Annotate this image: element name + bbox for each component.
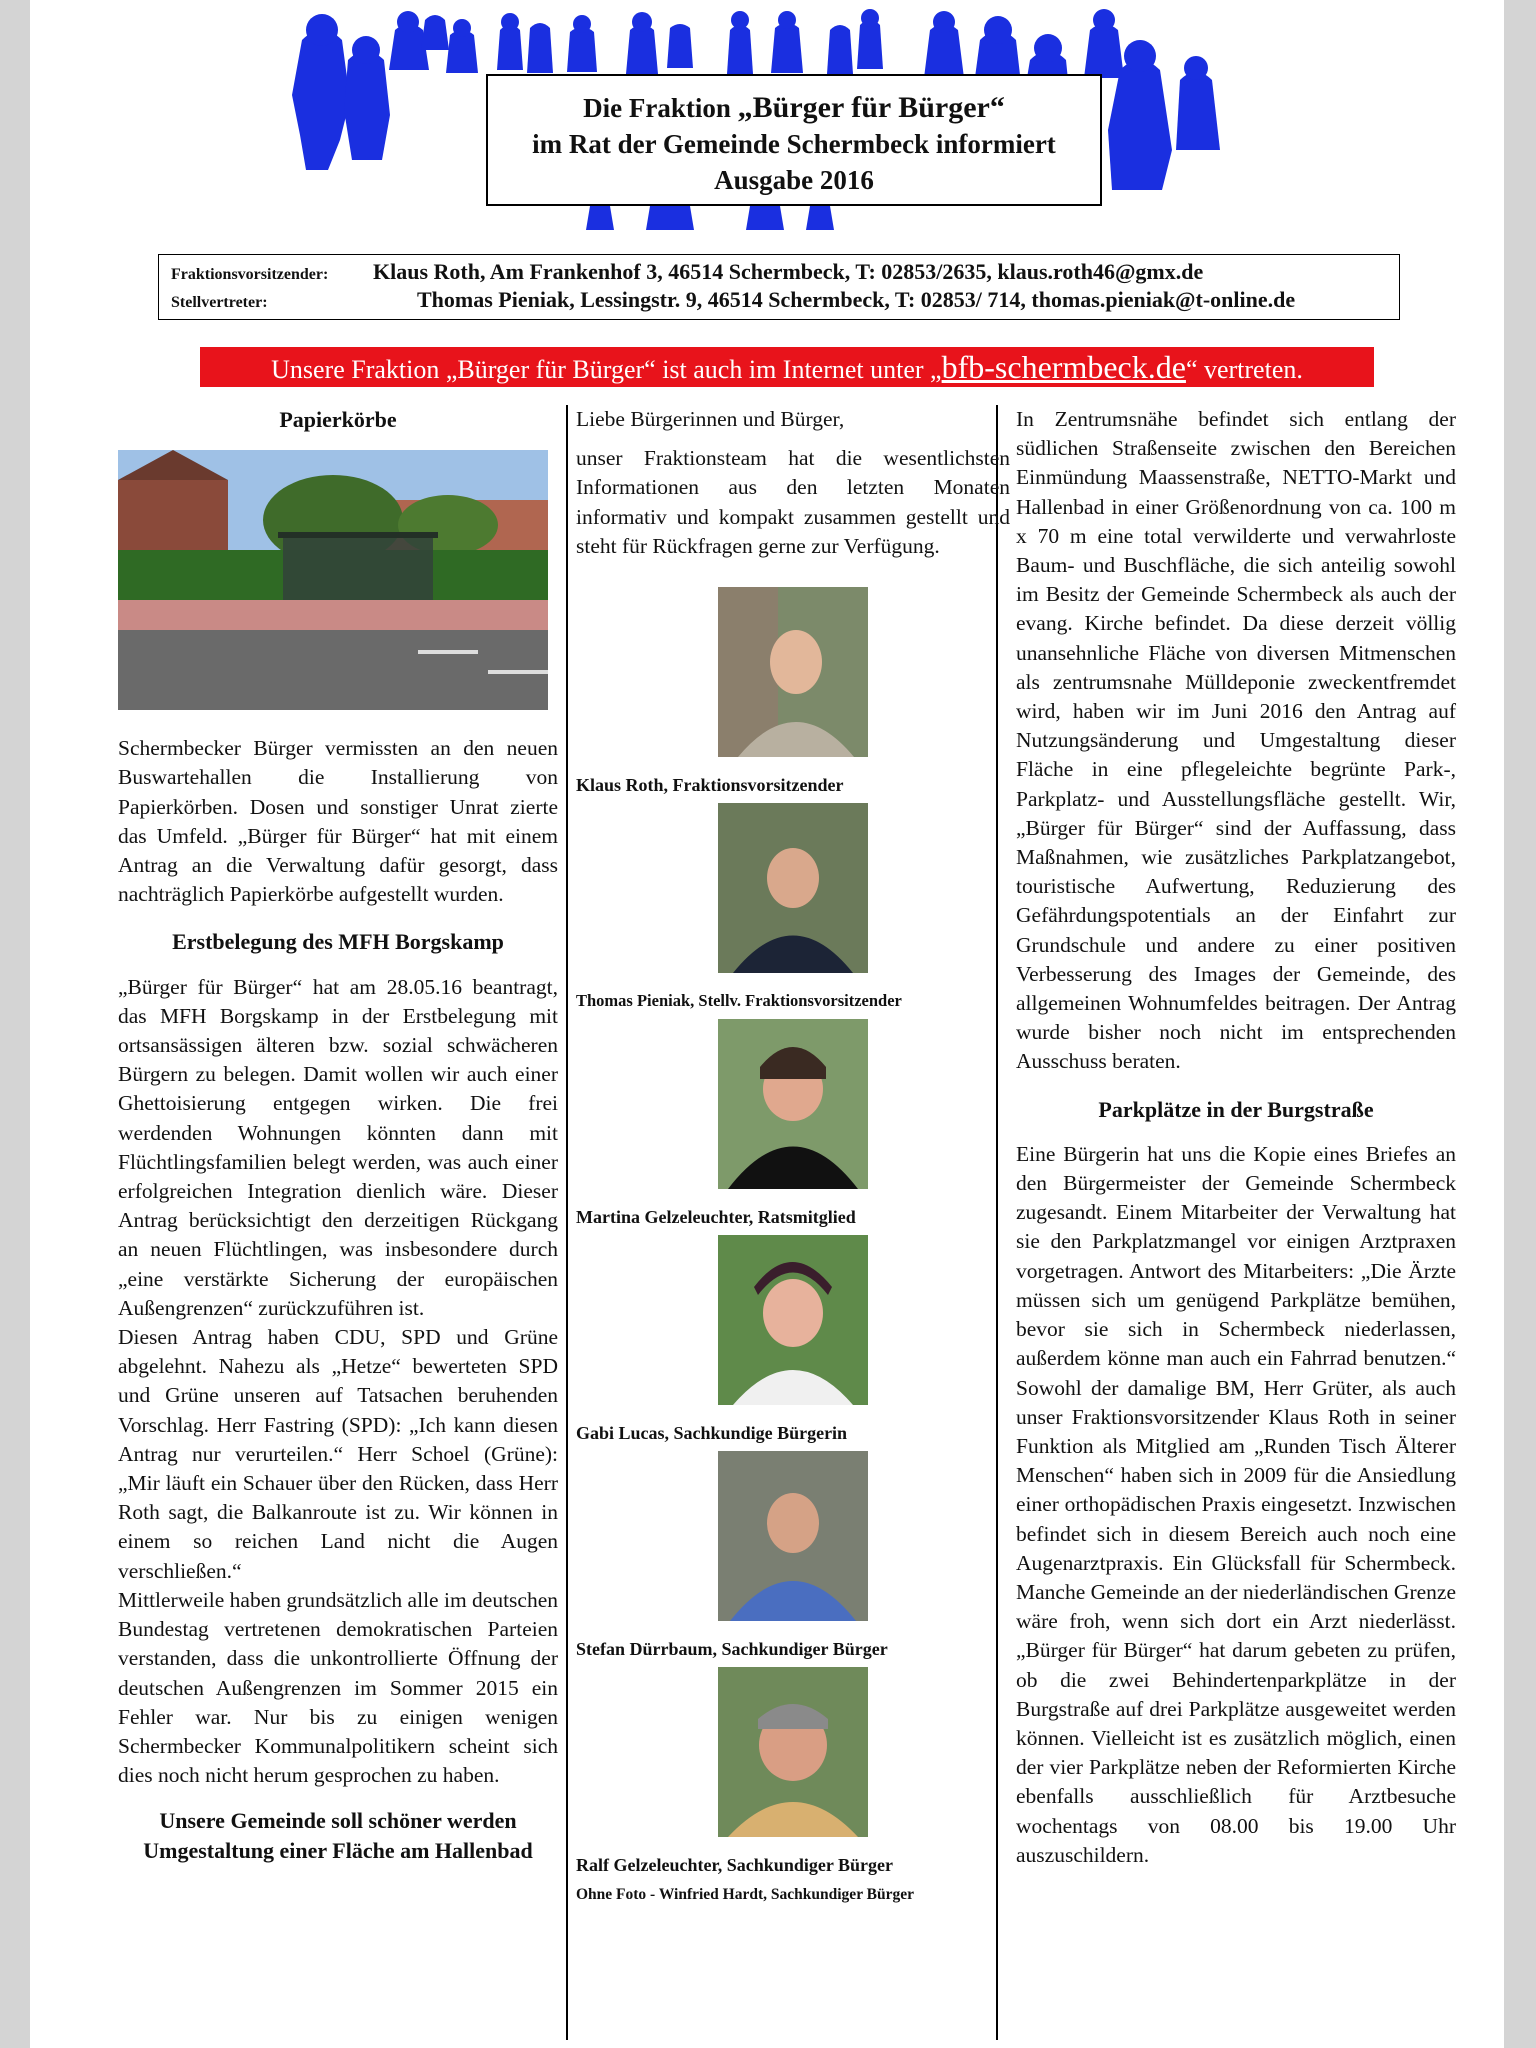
heading-borgskamp: Erstbelegung des MFH Borgskamp (172, 929, 504, 955)
text-burgstrasse: Eine Bürgerin hat uns die Kopie eines Briefes an den Bürgermeister der Gemeinde Schermbeck zugesandt. Einem Mitarbeiter der Verwaltung hat sie den Parkplatzmangel vor einigen Arztpraxen vorgetragen. Antwort des Mitarbeiters: „Die Ärzte müssen sich um genügend Parkplätze bemühen, bevor sie sich in Schermbeck niederlassen, außerdem könne man auch ein Fahrrad benutzen.“ Sowohl der damalige BM, Herr Grüter, als auch unser Fraktionsvorsitzender Klaus Roth in seiner Funktion als Mitglied am „Runden Tisch Älterer Menschen“ haben sich in 2009 für die Ansiedlung einer orthopädischen Praxis eingesetzt. Inzwischen befindet sich in diesem Bereich auch noch eine Augenarztpraxis. Ein Glücksfall für Schermbeck. Manche Gemeinde an der niederländischen Grenze wäre froh, wenn sich dort ein Arzt niederlässt. „Bürger für Bürger“ hat darum gebeten zu prüfen, ob die zwei Behindertenparkplätze in der Burgstraße auf drei Parkplätze ausgeweitet werden können. Vielleicht ist es zusätzlich möglich, einen der vier Parkplätze neben der Reformierten Kirche ebenfalls ausschließlich für Arztbesuche wochentags von 08.00 bis 19.00 Uhr auszuschildern. (1016, 1141, 1456, 1867)
website-banner (200, 347, 1374, 387)
heading-papierkoerbe: Papierkörbe (279, 407, 397, 432)
banner-text-before: Unsere Fraktion „Bürger für Bürger“ ist auch im Internet unter „ (271, 355, 942, 384)
text-borgskamp-3: Mittlerweile haben grundsätzlich alle im deutschen Bundestag vertretenen demokratischen Parteien verstanden, dass die unkontrollierte Öffnung der deutschen Außengrenzen im Sommer 2015 ein Fehler war. Nur bis zu einigen wenigen Schermbecker Kommunalpolitikern scheint sich dies noch nicht herum gesprochen zu haben. (118, 1587, 559, 1788)
contact-chair (171, 259, 1387, 287)
portrait-photo (718, 1667, 868, 1837)
column-left (118, 405, 558, 1865)
newsletter-page (30, 0, 1504, 2048)
title-prefix: Die Fraktion (583, 93, 738, 123)
title-line-2: im Rat der Gemeinde Schermbeck informiert (532, 129, 1056, 159)
greeting: Liebe Bürgerinnen und Bürger, (576, 407, 845, 431)
intro-text: unser Fraktionsteam hat die wesentlichsten Informationen aus den letzten Monaten informativ und kompakt zusammen gestellt und steht für Rückfragen gerne zur Verfügung. (576, 446, 1010, 558)
portrait-photo (718, 1451, 868, 1621)
member-caption: Thomas Pieniak, Stellv. Fraktionsvorsitzender (576, 991, 902, 1011)
column-middle (576, 405, 1010, 1907)
contact-deputy (171, 287, 1387, 315)
contact-box (158, 254, 1400, 320)
heading-gemeinde-2: Umgestaltung einer Fläche am Hallenbad (143, 1837, 533, 1863)
member-caption: Ralf Gelzeleuchter, Sachkundiger Bürger (576, 1855, 893, 1876)
heading-burgstrasse: Parkplätze in der Burgstraße (1098, 1096, 1374, 1122)
chair-value: Klaus Roth, Am Frankenhof 3, 46514 Schermbeck, T: 02853/2635, klaus.roth46@gmx.de (373, 259, 1204, 284)
chair-label: Fraktionsvorsitzender: (171, 266, 329, 283)
bus-shelter-photo (118, 450, 548, 710)
deputy-value: Thomas Pieniak, Lessingstr. 9, 46514 Schermbeck, T: 02853/ 714, thomas.pieniak@t-online.de (417, 287, 1296, 312)
no-photo-caption: Ohne Foto - Winfried Hardt, Sachkundiger Bürger (576, 1886, 915, 1904)
text-papierkoerbe: Schermbecker Bürger vermissten an den neuen Buswartehallen die Installierung von Papierkörben. Dosen und sonstiger Unrat zierte das Umfeld. „Bürger für Bürger“ hat mit einem Antrag an die Verwaltung dafür gesorgt, dass nachträglich Papierkörbe aufgestellt wurden. (118, 736, 558, 907)
banner-text-after: “ vertreten. (1185, 355, 1303, 384)
newsletter-title (486, 74, 1102, 206)
portrait-photo (718, 587, 868, 757)
portrait-photo (718, 1235, 868, 1405)
text-borgskamp-2: Diesen Antrag haben CDU, SPD und Grüne abgelehnt. Nahezu als „Hetze“ bewerteten SPD und Grüne unseren auf Tatsachen beruhenden Vorschlag. Herr Fastring (SPD): „Ich kann diesen Antrag nur verurteilen.“ Herr Schoel (Grüne): „Mir läuft ein Schauer über den Rücken, dass Herr Roth sagt, die Balkanroute ist zu. Wir können in einem so reichen Land nicht die Augen verschließen.“ (118, 1325, 558, 1583)
deputy-label: Stellvertreter: (171, 294, 268, 311)
website-link[interactable]: bfb-schermbeck.de (941, 349, 1186, 385)
title-edition: Ausgabe 2016 (714, 165, 874, 195)
text-hallenbad: In Zentrumsnähe befindet sich entlang der südlichen Straßenseite zwischen den Bereichen Einmündung Maassenstraße, NETTO-Markt und Hallenbad in einer Größenordnung von ca. 100 m x 70 m eine total verwilderte und verwahrloste Baum- und Buschfläche, die sich anteilig sowohl im Besitz der Gemeinde Schermbeck als auch der evang. Kirche befindet. Da diese derzeit völlig unansehnliche Fläche von diversen Mitmenschen als zentrumsnahe Mülldeponie zweckentfremdet wird, haben wir im Juni 2016 den Antrag auf Nutzungsänderung und Umgestaltung dieser Fläche in eine pflegeleichte begrünte Park-, Parkplatz- und Ausstellungsfläche gestellt. Wir, „Bürger für Bürger“ sind der Auffassung, dass Maßnahmen, wie zusätzliches Parkplatzangebot, touristische Aufwertung, Reduzierung des Gefährdungspotentials an der Einfahrt zur Grundschule und andere zu einer positiven Verbesserung des Images der Gemeinde, des allgemeinen Wohnumfeldes beitragen. Der Antrag wurde bisher noch nicht im entsprechenden Ausschuss beraten. (1016, 407, 1456, 1074)
member-caption: Gabi Lucas, Sachkundige Bürgerin (576, 1423, 848, 1444)
portrait-photo (718, 1019, 868, 1189)
masthead (30, 0, 1504, 235)
column-right (1016, 405, 1456, 1870)
text-borgskamp-1: „Bürger für Bürger“ hat am 28.05.16 beantragt, das MFH Borgskamp in der Erstbelegung mit ortsansässigen älteren bzw. sozial schwächeren Bürgern zu belegen. Damit wollen wir auch einer Ghettoisierung entgegen wirken. Die frei werdenden Wohnungen könnten dann mit Flüchtlingsfamilien belegt werden, was auch einer erfolgreichen Integration dienlich wäre. Dieser Antrag berücksichtigt den derzeitigen Rückgang an neuen Flüchtlingen, was insbesondere durch „eine verstärkte Sicherung der europäischen Außengrenzen“ zurückzuführen ist. (118, 974, 558, 1320)
portrait-photo (718, 803, 868, 973)
member-caption: Klaus Roth, Fraktionsvorsitzender (576, 775, 844, 796)
member-caption: Stefan Dürrbaum, Sachkundiger Bürger (576, 1639, 888, 1660)
title-party-name: „Bürger für Bürger“ (737, 91, 1005, 124)
column-divider-1 (566, 405, 568, 2040)
heading-gemeinde-1: Unsere Gemeinde soll schöner werden (159, 1808, 517, 1834)
member-caption: Martina Gelzeleuchter, Ratsmitglied (576, 1207, 856, 1228)
